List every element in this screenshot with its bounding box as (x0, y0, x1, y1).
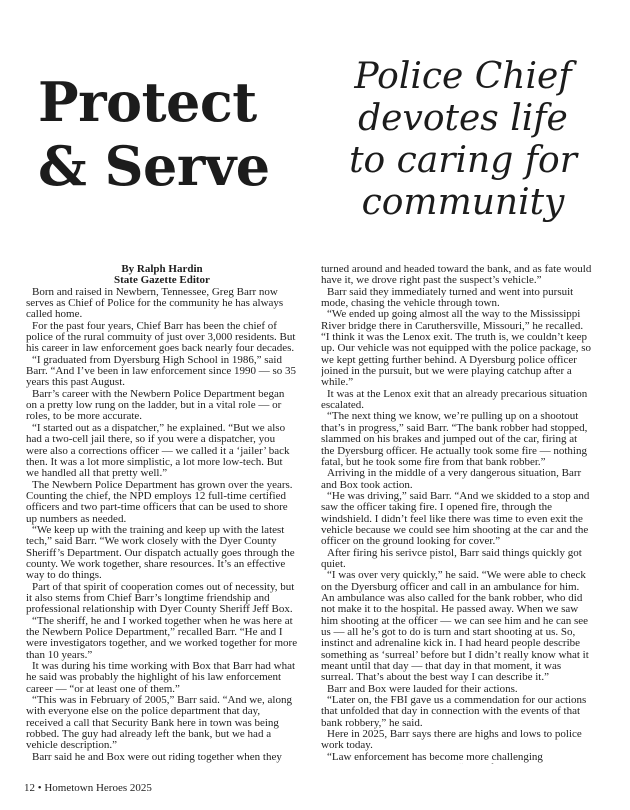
paragraph: “This was in February of 2005,” Barr said. “And we, along with everyone else on the police department that day, received a call that Security Bank here in town was being robbed. The guy had already left the bank, but we had a vehicle description.” (26, 694, 292, 752)
paragraph: Born and raised in Newbern, Tennessee, Greg Barr now serves as Chief of Police for the community he has always called home. (26, 285, 284, 321)
paragraph: “I started out as a dispatcher,” he explained. “But we also had a two-cell jail there, so if you were a dispatcher, you were also a corrections officer — we called it a ‘jailer’ back then. It was a lot more simplistic, a lot more low-tech. But we handled all that pretty well.” (26, 421, 290, 480)
paragraph: Barr said he and Box were out riding together when they (32, 750, 282, 763)
article-column-left (26, 264, 298, 764)
subheadline (318, 56, 608, 224)
paragraph: Part of that spirit of cooperation comes out of necessity, but it also stems from Chief Barr’s longtime friendship and professional relationship with Dyer County Sheriff Jeff Box. (26, 580, 295, 616)
paragraph: Barr’s career with the Newbern Police Department began on a pretty low rung on the ladder, but in a vital role — or roles, to be more accurate. (26, 387, 285, 423)
paragraph: Barr said they immediately turned and went into pursuit mode, chasing the vehicle through town. (321, 285, 574, 310)
byline-author: By Ralph Hardin (121, 264, 203, 275)
subheadline-line-1: Police Chief (354, 56, 572, 97)
paragraph: Barr and Box were lauded for their actions. (327, 682, 518, 695)
paragraph: “We keep up with the training and keep up with the latest tech,” said Barr. “We work closely with the Dyer County Sheriff’s Department. Our dispatch actually goes through the county. We work together, share resources. It’s an effective way to do things. (26, 523, 295, 582)
paragraph: “I graduated from Dyersburg High School in 1986,” said Barr. “And I’ve been in law enforcement since 1990 — so 35 years this past August. (26, 353, 297, 389)
headline (38, 70, 310, 198)
headline-line-2: & Serve (38, 134, 270, 198)
paragraph: It was at the Lenox exit that an already precarious situation escalated. (321, 387, 588, 412)
paragraph: “The next thing we know, we’re pulling up on a shootout that’s in progress,” said Barr. “The bank robber had stopped, slammed on his brakes and jumped out of the car, firing at the Dyersburg officer. He actually took some fire — nothing fatal, but he took some fire from that bank robber.” (321, 410, 588, 468)
paragraph: For the past four years, Chief Barr has been the chief of police of the rural commuity of just over 3,000 residents. But his career in law enforcement goes back nearly four decades. (26, 319, 296, 355)
paragraph: “Law enforcement has become more challenging (327, 750, 543, 763)
byline-title: State Gazette Editor (114, 274, 210, 287)
paragraph: The Newbern Police Department has grown over the years. Counting the chief, the NPD employs 12 full-time certified officers and two part-time officers that can be used to shore up numbers as needed. (26, 478, 293, 525)
paragraph: Here in 2025, Barr says there are highs and lows to police work today. (321, 728, 582, 752)
paragraph: “Later on, the FBI gave us a commendation for our actions that unfolded that day in connection with the events of that bank robbery,” he said. (321, 694, 587, 729)
paragraph-continued: turned around and headed toward the bank, and as fate would have it, we drove right past the suspect’s vehicle.” (321, 264, 592, 287)
paragraph: “We ended up going almost all the way to the Mississippi River bridge there in Caruthersville, Missouri,” he recalled. “I think it was the Lenox exit. The truth is, we couldn’t keep up. Our vehicle was not equipped with the police package, so we kept getting further behind. A Dyersburg police officer joined in the pursuit, but we were playing catchup after a while.” (321, 308, 592, 389)
subheadline-line-4: community (361, 182, 565, 223)
paragraph: After firing his serivce pistol, Barr said things quickly got quiet. (321, 546, 582, 570)
paragraph: “He was driving,” said Barr. “And we skidded to a stop and saw the officer taking fire. I opened fire, through the windshield. I didn’t feel like there was time to even exit the vehicle because we could see him shooting at the car and the officer on the ground looking for cover.” (321, 489, 590, 548)
subheadline-line-2: devotes life (358, 98, 568, 139)
paragraph: “I was over very quickly,” he said. “We were able to check on the Dyersburg officer and call in an ambulance for him. An ambulance was also called for the bank robber, who did not make it to the hospital. He passed away. When we saw him shooting at the officer — we can see him and he can see us — all he’s got to do is turn and start shooting at us. So, instinct and adrenaline kick in. I had heard people describe something as ‘surreal’ before but I didn’t really know what it meant until that day — that day in that moment, it was surreal. That’s about the best way I can describe it.” (321, 569, 589, 684)
paragraph: It was during his time working with Box that Barr had what he said was probably the highlight of his law enforcement career — “or at least one of them.” (26, 660, 296, 695)
paragraph: “The sheriff, he and I worked together when he was here at the Newbern Police Department,” recalled Barr. “He and I were investigators together, and we worked together for more than 10 years.” (26, 614, 298, 661)
paragraph: Arriving in the middle of a very dangerous situation, Barr and Box took action. (321, 467, 582, 491)
subheadline-line-3: to caring for (349, 140, 577, 181)
page-footer: 12 • Hometown Heroes 2025 (24, 782, 152, 794)
headline-line-1: Protect (38, 70, 257, 134)
article-column-right (321, 264, 593, 764)
